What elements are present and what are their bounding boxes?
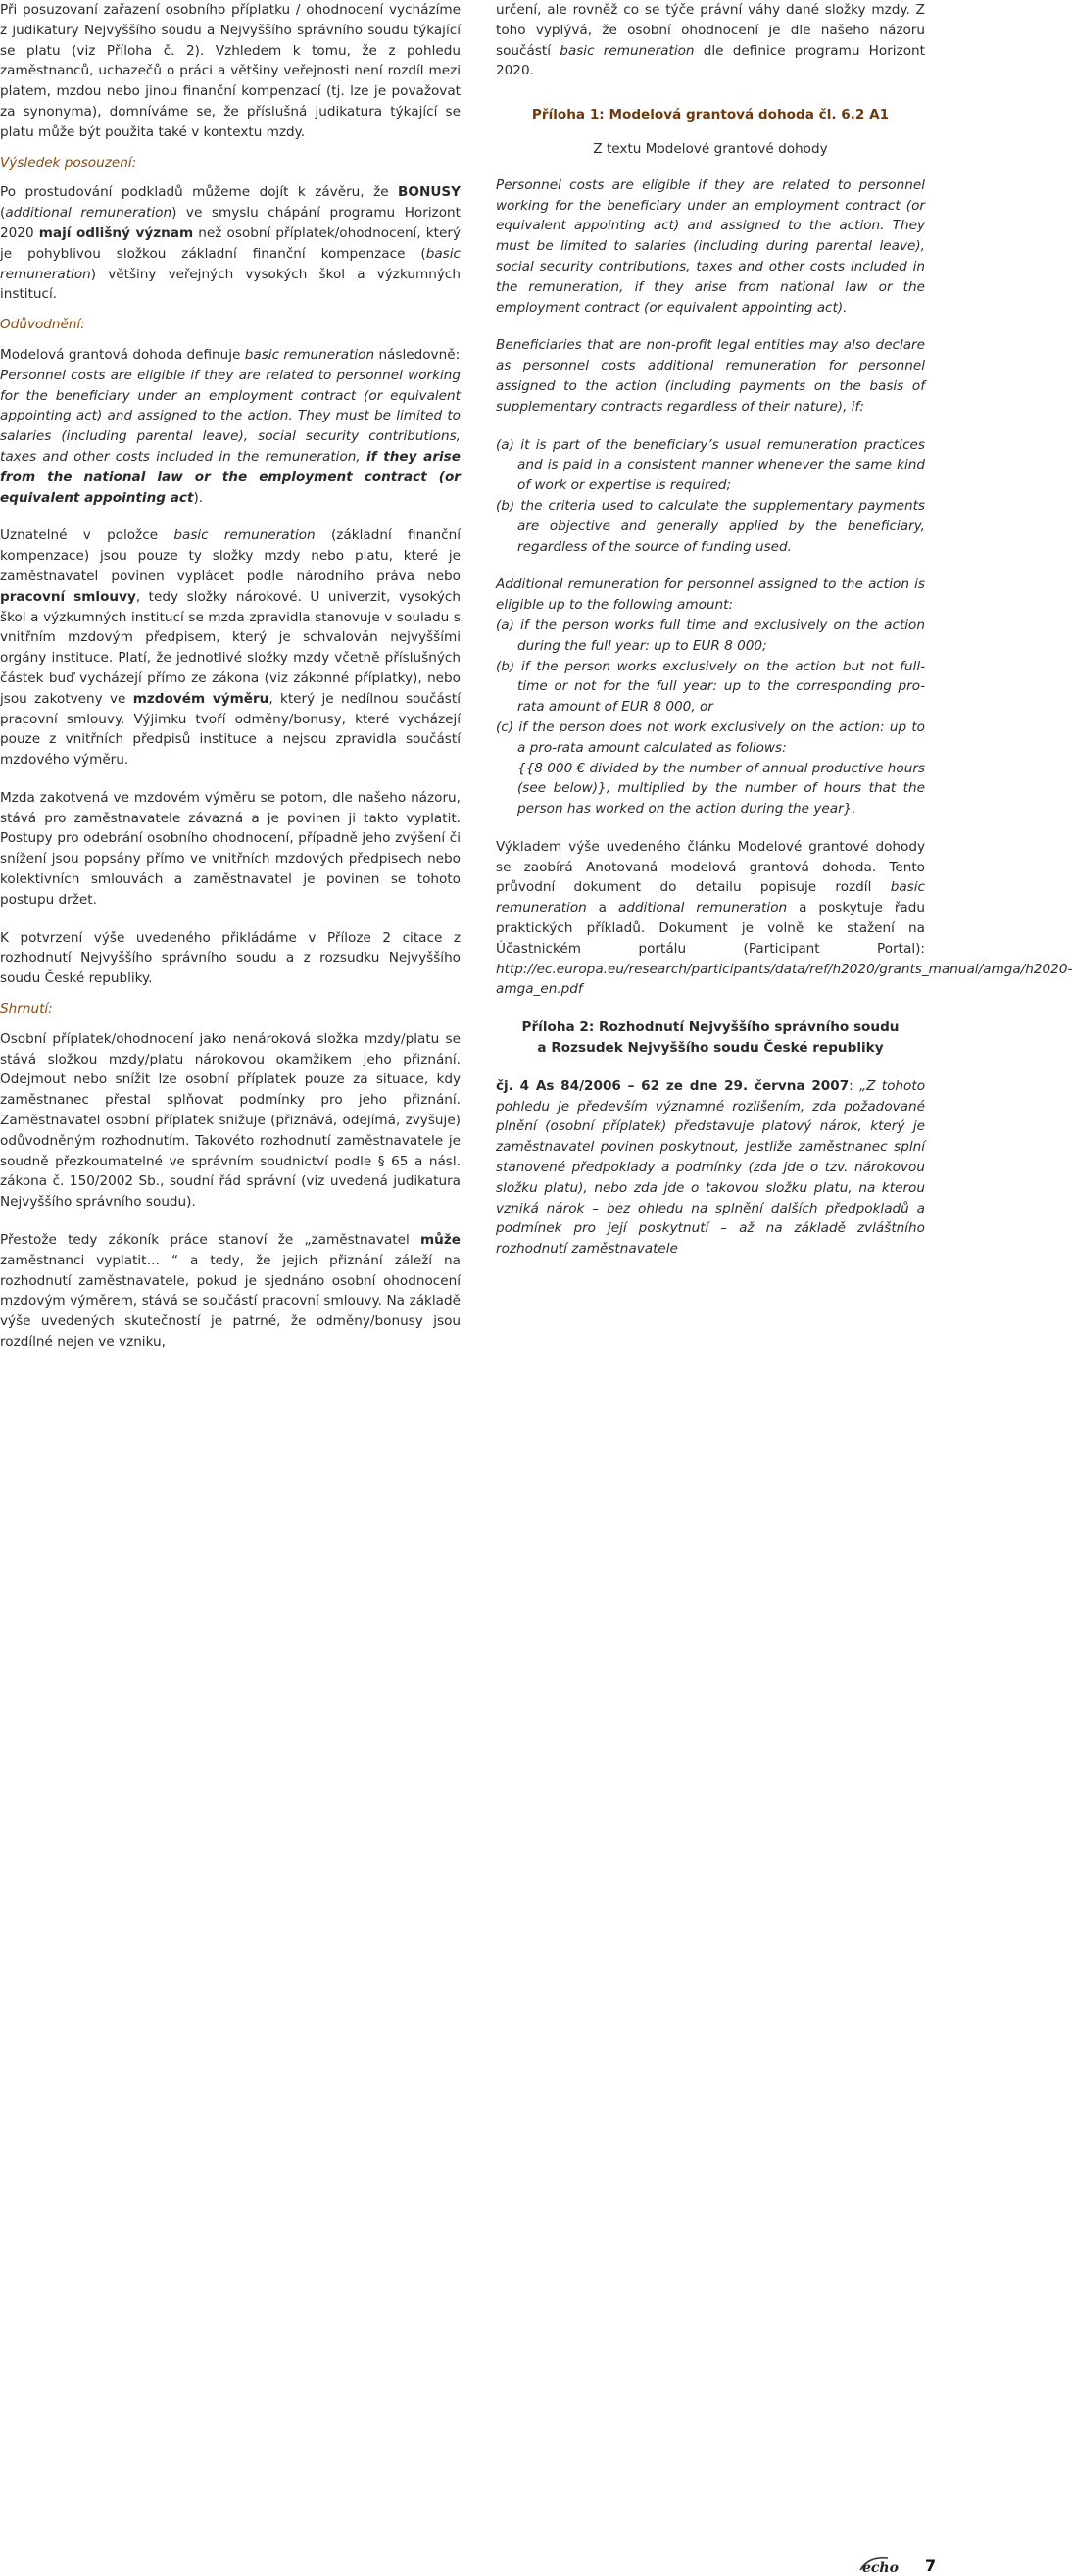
portal-link[interactable]: http://ec.europa.eu/research/participants/data/ref/h2020/grants_manual/amga/h2020-amga_en.pdf [496,961,1072,998]
quote-amount-a: (a) if the person works full time and exclusively on the action during the full year: up to EUR 8 000; [496,617,925,654]
echo-logo [858,2554,903,2576]
eligible-paragraph: Uznatelné v položce basic remuneration (základní finanční kompenzace) jsou pouze ty složky mzdy nebo platu, které je zaměstnavatel povinen vyplácet podle národního práva nebo pracovní smlouvy, tedy složky nárokové. U univerzit, vysokých škol a výzkumných institucí se mzda zpravidla stanovuje v souladu s vnitřním mzdovým předpisem, který je schvalován nejvyššími orgány instituce. Platí, že jednotlivé složky mzdy včetně příslušných částek buď vycházejí přímo ze zákona (viz zákonné příplatky), nebo jsou zakotveny ve mzdovém výměru, který je nedílnou součástí pracovní smlouvy. Výjimku tvoří odměny/bonusy, které vycházejí pouze z vnitřních předpisů instituce a nejsou zpravidla součástí mzdového výměru. [0,527,461,768]
quote-additional-remuneration: Additional remuneration for personnel assigned to the action is eligible up to the following amount: [496,576,925,614]
summary-paragraph: Osobní příplatek/ohodnocení jako nenároková složka mzdy/platu se stává složkou mzdy/platu nárokovou okamžikem jeho přiznání. Odejmout nebo snížit lze osobní příplatek pouze za situace, kdy zaměstnanec přestal splňovat podmínky pro jeho přiznání. Zaměstnavatel osobní příplatek snižuje (přiznává, odejímá, zvyšuje) odůvodněným rozhodnutím. Takovéto rozhodnutí zaměstnavatele je soudně přezkoumatelné ve správním soudnictví podle § 65 a násl. zákona č. 150/2002 Sb., soudní řád správní (viz uvedená judikatura Nejvyššího správního soudu). [0,1030,461,1211]
quote-beneficiaries: Beneficiaries that are non-profit legal entities may also declare as personnel costs additional remuneration for personnel assigned to the action (including payments on the basis of supplementary contracts regardless of their nature), if: [496,337,925,415]
attachment-1-title: Příloha 1: Modelová grantová dohoda čl. 6.2 A1 [531,107,890,124]
result-heading: Výsledek posouzení: [0,154,137,171]
case-citation-paragraph: čj. 4 As 84/2006 – 62 ze dne 29. června 2007: „Z tohoto pohledu je především významné rozlišením, zda požadované plnění (osobní příplatek) představuje platový nárok, který je zaměstnavatel povinen poskytnout, jestliže zaměstnanec splní stanovené předpoklady a podmínky (zda jde o tzv. nárokovou složku platu), nebo zda jde o takovou složku platu, na kterou vzniká nárok – bez ohledu na splnění dalších předpokladů a podmínek pro její poskytnutí – až na základě zvláštního rozhodnutí zaměstnavatele [496,1077,926,1258]
interpretation-paragraph: Výkladem výše uvedeného článku Modelové grantové dohody se zaobírá Anotovaná modelová grantová dohoda. Tento průvodní dokument do detailu popisuje rozdíl basic remuneration a additional remuneration a poskytuje řadu praktických příkladů. Dokument je volně ke stažení na Účastnickém portálu (Participant Portal): http://ec.europa.eu/research/participants/data/ref/h2020/grants_manual/amga/h2020-amga_en.pdf [496,838,1072,998]
wage-paragraph: Mzda zakotvená ve mzdovém výměru se potom, dle našeho názoru, stává pro zaměstnavatele závazná a je povinen ji takto vyplatit. Postupy pro odebrání osobního ohodnocení, případně jeho zvýšení či snížení jsou popsány přímo ve vnitřních mzdových předpisech nebo kolektivních smlouvách a zaměstnavatel je povinen se tohoto postupu držet. [0,789,461,908]
summary-heading: Shrnutí: [0,1001,53,1017]
intro-paragraph: Při posuzovaní zařazení osobního příplatku / ohodnocení vycházíme z judikatury Nejvyššího soudu a Nejvyššího správního soudu týkající se platu (viz Příloha č. 2). Vzhledem k tomu, že z pohledu zaměstnanců, uchazečů o práci a většiny veřejnosti není rozdíl mezi platem, mzdou nebo jinou finanční kompenzací (tj. lze je považovat za synonyma), domníváme se, že příslušná judikatura týkající se platu může být použita také v kontextu mzdy. [0,2,461,140]
left-column [0,0,461,1353]
result-paragraph: Po prostudování podkladů můžeme dojít k závěru, že BONUSY (additional remuneration) ve smyslu chápání programu Horizont 2020 mají odlišný význam než osobní příplatek/ohodnocení, který je pohyblivou složkou základní finanční kompenzace (basic remuneration) většiny veřejných vysokých škol a výzkumných institucí. [0,184,461,303]
confirmation-paragraph: K potvrzení výše uvedeného přikládáme v Příloze 2 citace z rozhodnutí Nejvyššího správního soudu a z rozsudku Nejvyššího soudu České republiky. [0,929,461,987]
svg-text:echo: echo [862,2560,899,2576]
attachment-1-subtitle: Z textu Modelové grantové dohody [593,140,828,157]
right-column [496,0,1072,1260]
quote-personnel-costs: Personnel costs are eligible if they are related to personnel working for the beneficiary under an employment contract (or equivalent appointing act) and assigned to the action. They must be limited to salaries (including during parental leave), social security contributions, taxes and other costs included in the remuneration, if they arise from national law or the employment contract (or equivalent appointing act). [496,176,925,316]
quote-formula: {{8 000 € divided by the number of annual productive hours (see below)}, multiplied by the number of hours that the person has worked on the action during the year}. [517,760,926,817]
closing-paragraph: Přestože tedy zákoník práce stanoví že „zaměstnavatel může zaměstnanci vyplatit… “ a tedy, že jejich přiznání záleží na rozhodnutí zaměstnavatele, pokud je sjednáno osobní ohodnocení mzdovým výměrem, stává se součástí pracovní smlouvy. Na základě výše uvedených skutečností je patrné, že odměny/bonusy jsou rozdílné nejen ve vzniku, [0,1232,461,1351]
quote-item-a: (a) it is part of the beneficiary’s usual remuneration practices and is paid in a consistent manner whenever the same kind of work or expertise is required; [496,436,925,494]
reason-heading: Odůvodnění: [0,317,85,333]
continuation-paragraph: určení, ale rovněž co se týče právní váhy dané složky mzdy. Z toho vyplývá, že osobní ohodnocení je dle našeho názoru součástí basic remuneration dle definice programu Horizont 2020. [496,2,925,79]
quote-amount-b: (b) if the person works exclusively on the action but not full-time or not for the full year: up to the corresponding pro-rata amount of EUR 8 000, or [496,658,925,716]
reason-paragraph: Modelová grantová dohoda definuje basic remuneration následovně: Personnel costs are eligible if they are related to personnel working for the beneficiary under an employment contract (or equivalent appointing act) and assigned to the action. They must be limited to salaries (including parental leave), social security contributions, taxes and other costs included in the remuneration, if they arise from the national law or the employment contract (or equivalent appointing act). [0,346,461,506]
page-number: 7 [925,2556,937,2575]
quote-item-b: (b) the criteria used to calculate the supplementary payments are objective and generally applied by the beneficiary, regardless of the source of funding used. [496,497,925,555]
quote-amount-c: (c) if the person does not work exclusively on the action: up to a pro-rata amount calculated as follows: [496,718,925,756]
attachment-2-title: Příloha 2: Rozhodnutí Nejvyššího správního soudu a Rozsudek Nejvyššího soudu České republiky [521,1019,900,1057]
